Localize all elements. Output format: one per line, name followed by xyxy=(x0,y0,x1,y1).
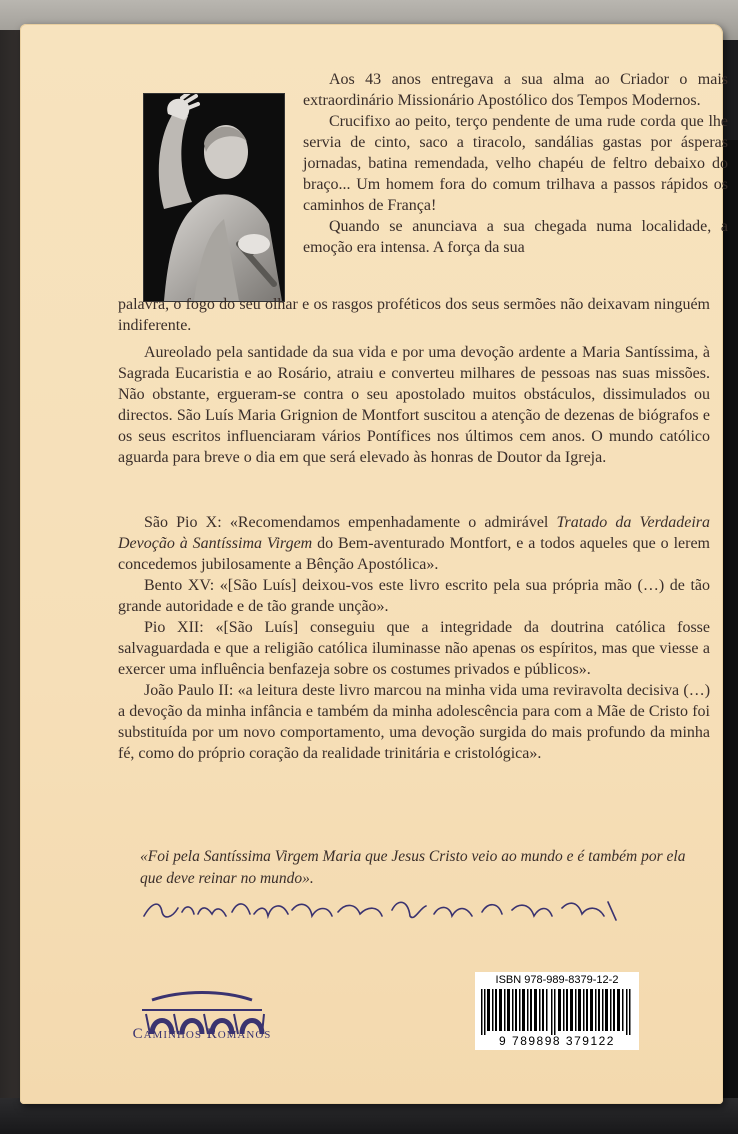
intro-wide xyxy=(118,294,710,468)
intro-paragraph-2: Crucifixo ao peito, terço pendente de uma rude corda que lhe servia de cinto, saco a tiracolo, sandálias gastas por ásperas jornadas, batina remendada, velho chapéu de feltro debaixo do braço... Um homem fora do comum trilhava a passos rápidos os caminhos de França! xyxy=(303,113,728,214)
quote-bento-xv xyxy=(118,575,710,617)
intro-paragraph-1: Aos 43 anos entregava a sua alma ao Criador o mais extraordinário Missionário Apostólico dos Tempos Modernos. xyxy=(303,71,728,109)
saint-statue-photo xyxy=(144,94,284,301)
quote-pio-xii-text: «[São Luís] conseguiu que a integridade da doutrina católica fosse salvaguardada e que a religião católica iluminasse não apenas os espíritos, mas que viesse a exercer uma influência benfazeja sobre os costumes privados e públicos». xyxy=(118,619,711,678)
quote-pio-xii xyxy=(118,617,710,680)
intro-paragraph-4: Aureolado pela santidade da sua vida e por uma devoção ardente a Maria Santíssima, à Sagrada Eucaristia e ao Rosário, atraiu e converteu milhares de pessoas nas suas missões. Não obstante, ergueram-se contra o seu apostolado muitos obstáculos, dissimulados ou directos. São Luís Maria Grignion de Montfort suscitou a atenção de dezenas de biógrafos e os seus escritos influenciaram vários Pontífices nos últimos cem anos. O mundo católico aguarda para breve o dia em que será elevado às honras de Doutor da Igreja. xyxy=(118,344,710,466)
quote-jp2 xyxy=(118,680,710,764)
book-back-cover xyxy=(20,24,728,1104)
barcode-digits: 9 789898 379122 xyxy=(499,1034,615,1048)
background-right xyxy=(722,140,738,1134)
quote-bento-text: «[São Luís] deixou-vos este livro escrito pela sua própria mão (…) de tão grande autoridade e de tão grande unção». xyxy=(118,577,710,615)
speaker-pio-xii: Pio XII: xyxy=(144,619,204,636)
speaker-pio-x: São Pio X: xyxy=(144,514,222,531)
barcode-bars xyxy=(481,989,633,1035)
publisher-name: Caminhos Romanos xyxy=(132,1026,272,1042)
isbn-label: ISBN 978-989-8379-12-2 xyxy=(495,974,619,986)
intro-column xyxy=(303,69,728,258)
speaker-jp2: João Paulo II: xyxy=(144,682,234,699)
book-title: Tratado da Verdadeira Devoção à Santíssima Virgem xyxy=(118,514,711,552)
intro-paragraph-3a: Quando se anunciava a sua chegada numa localidade, a emoção era intensa. A força da sua xyxy=(303,218,728,256)
quote-pio-x xyxy=(118,512,710,575)
quote-jp2-text: «a leitura deste livro marcou na minha vida uma reviravolta decisiva (…) a devoção da minha infância e também da minha adolescência para com a Mãe de Cristo foi substituída por um novo comportamento, uma devoção surgida do mais profundo da minha fé, como do próprio coração da realidade trinitária e cristológica». xyxy=(118,682,711,762)
intro-paragraph-3b: palavra, o fogo do seu olhar e os rasgos proféticos dos seus sermões não deixavam ninguém indiferente. xyxy=(118,296,710,334)
speaker-bento-xv: Bento XV: xyxy=(144,577,215,594)
papal-quotes xyxy=(118,512,710,764)
quote-pio-x-text-b: do Bem-aventurado Montfort, e a todos aqueles que o lerem concedemos jubilosamente a Bênção Apostólica». xyxy=(118,535,710,573)
isbn-barcode xyxy=(475,972,639,1050)
montfort-motto: «Foi pela Santíssima Virgem Maria que Jesus Cristo veio ao mundo e é também por ela que deve reinar no mundo». xyxy=(140,848,686,887)
montfort-signature xyxy=(142,894,622,924)
quote-pio-x-text-a: «Recomendamos empenhadamente o admirável xyxy=(229,514,557,531)
